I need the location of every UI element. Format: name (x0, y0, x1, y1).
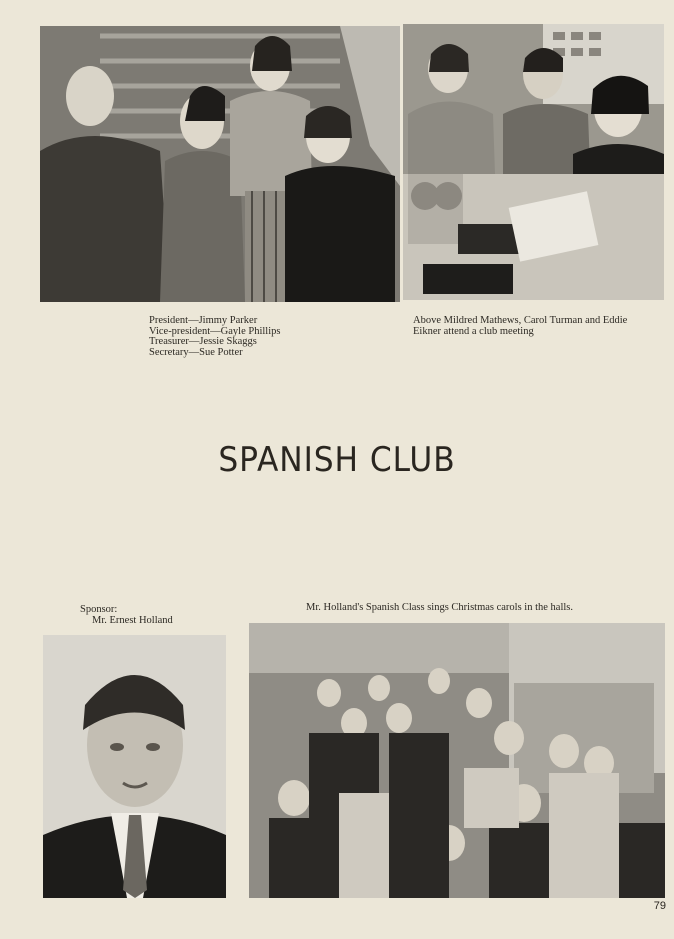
class-caption: Mr. Holland's Spanish Class sings Christmas carols in the halls. (306, 602, 574, 613)
officer-treasurer: Treasurer—Jessie Skaggs (149, 336, 257, 347)
meeting-caption-line-2: Eikner attend a club meeting (413, 325, 534, 337)
officer-president: President—Jimmy Parker (149, 315, 258, 326)
sponsor-caption (80, 605, 173, 626)
officer-vice-president: Vice-president—Gayle Phillips (149, 325, 281, 337)
officers-photo (40, 26, 400, 302)
page-title: SPANISH CLUB (218, 440, 456, 480)
sponsor-portrait (43, 635, 226, 898)
officers-caption (149, 316, 280, 358)
page-number: 79 (653, 900, 666, 912)
officer-secretary: Secretary—Sue Potter (149, 346, 243, 358)
sponsor-name: Mr. Ernest Holland (92, 614, 173, 626)
meeting-photo (403, 24, 664, 300)
sponsor-label: Sponsor: (80, 604, 118, 615)
class-photo (249, 623, 665, 898)
meeting-caption-line-1: Above Mildred Mathews, Carol Turman and Eddie (413, 315, 628, 326)
meeting-caption (413, 316, 627, 337)
